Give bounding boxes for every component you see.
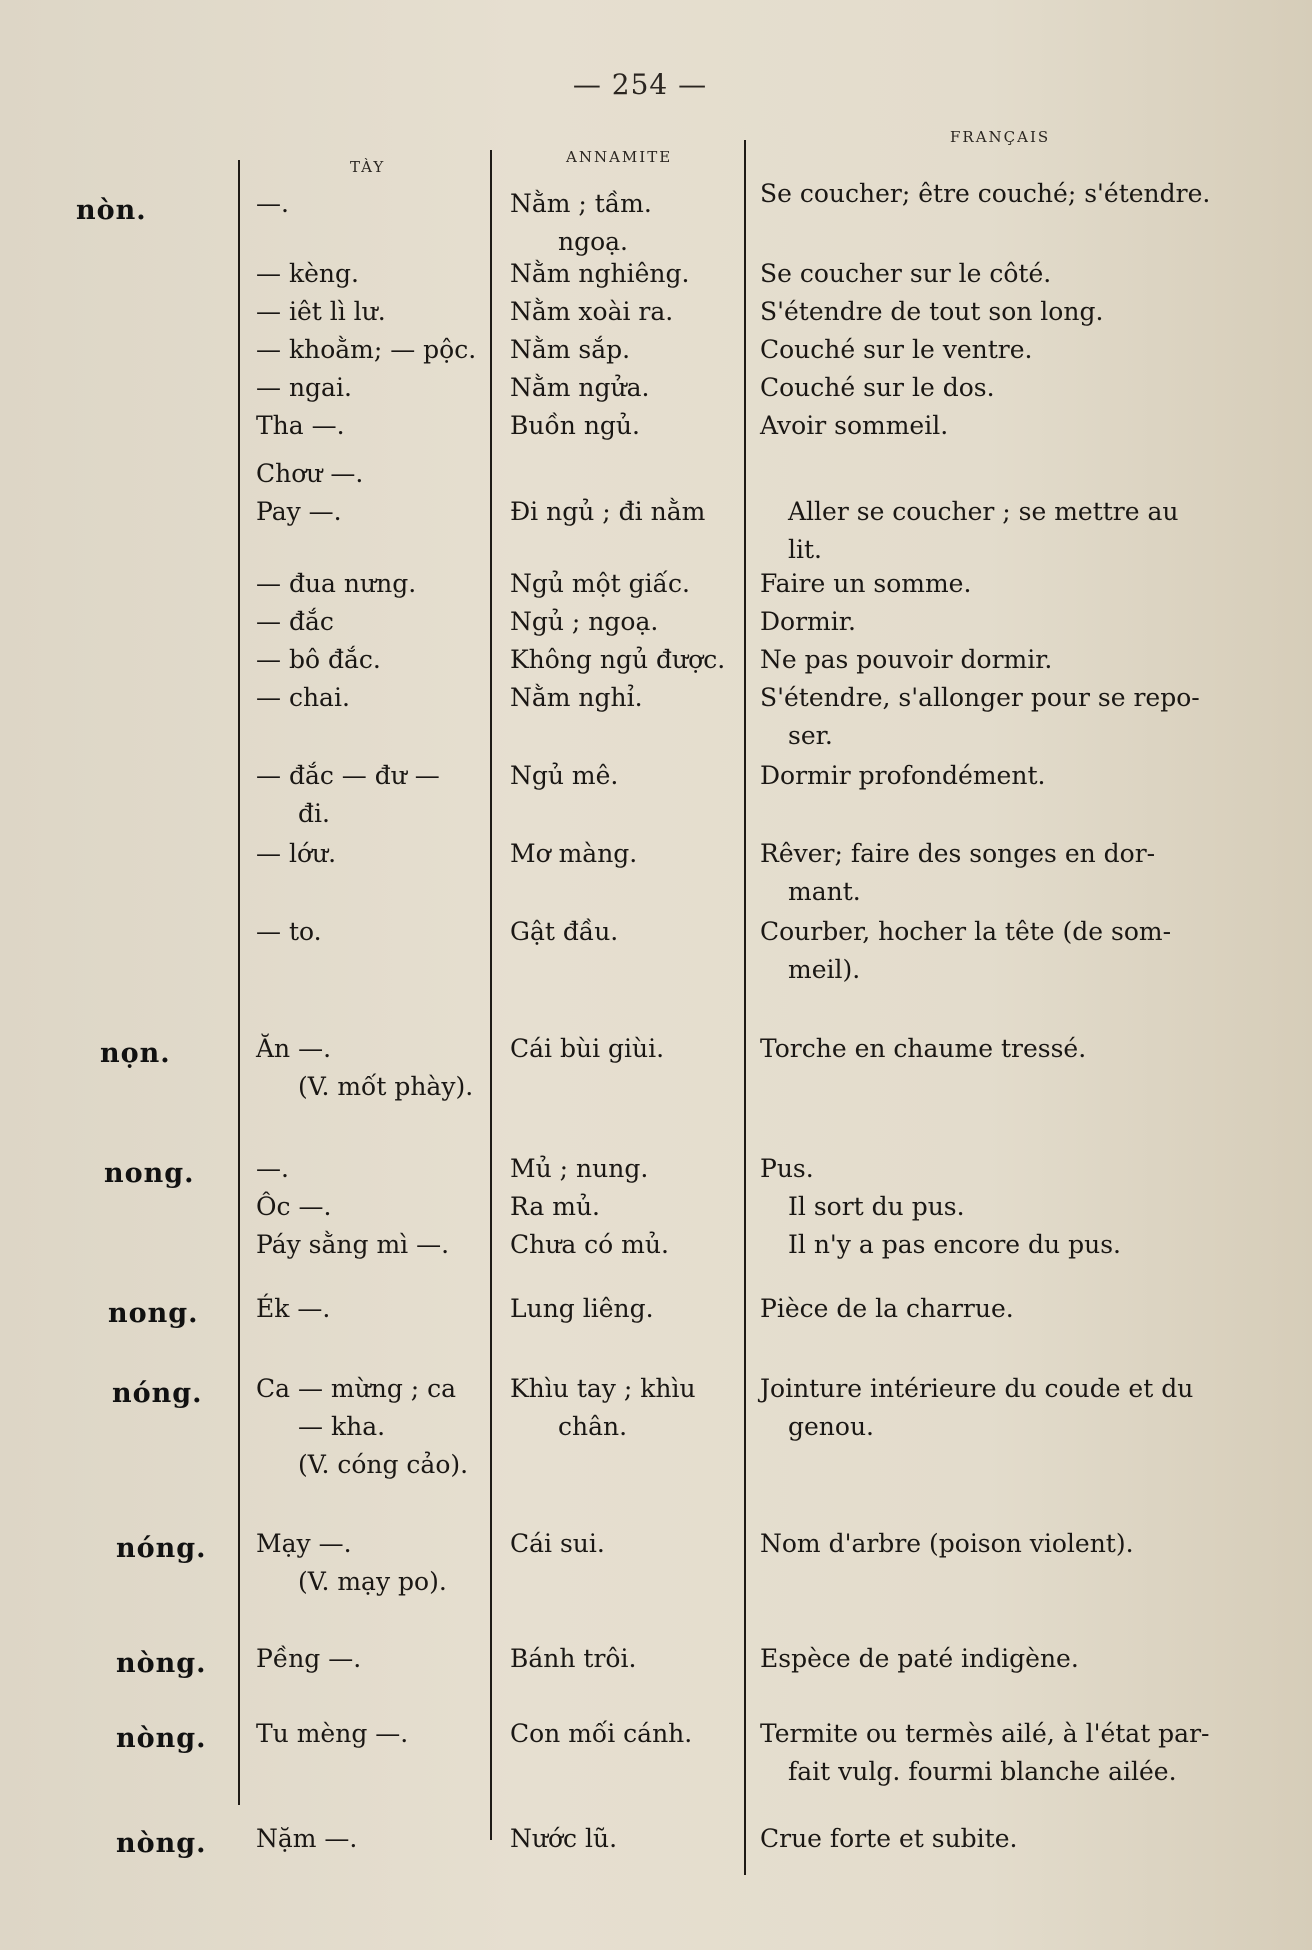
annamite-text xyxy=(510,835,637,873)
francais-text xyxy=(760,913,1260,989)
column-header-francais: FRANÇAIS xyxy=(950,128,1051,146)
francais-text-line: Rêver; faire des songes en dor- xyxy=(760,839,1156,868)
annamite-text-line: Đi ngủ ; đi nằm xyxy=(510,497,706,526)
tay-text-line: Ăn —. xyxy=(256,1034,332,1063)
annamite-text-line: Nằm ; tầm. xyxy=(510,189,652,218)
annamite-text-line: Khìu tay ; khìu xyxy=(510,1374,696,1403)
francais-text-line: Crue forte et subite. xyxy=(760,1824,1018,1853)
tay-text-line: (V. cóng cảo). xyxy=(298,1450,469,1479)
column-rule-right xyxy=(744,140,746,1875)
annamite-text-line: chân. xyxy=(558,1412,628,1441)
annamite-text-line: Cái sui. xyxy=(510,1529,605,1558)
tay-text-line: Mạy —. xyxy=(256,1529,352,1558)
tay-text xyxy=(256,185,289,223)
annamite-text xyxy=(510,369,650,407)
francais-text xyxy=(760,679,1260,755)
annamite-text xyxy=(510,603,658,641)
annamite-text xyxy=(510,679,643,717)
tay-text-line: — to. xyxy=(256,917,322,946)
tay-text xyxy=(256,835,336,873)
francais-text-line: Courber, hocher la tête (de som- xyxy=(760,917,1172,946)
tay-text-line: Tu mèng —. xyxy=(256,1719,409,1748)
annamite-text xyxy=(510,455,705,531)
francais-text-line: Couché sur le ventre. xyxy=(760,335,1033,364)
francais-text-line xyxy=(760,455,1260,493)
tay-text-line: (V. mốt phày). xyxy=(298,1072,474,1101)
francais-text-line: Se coucher sur le côté. xyxy=(760,259,1052,288)
francais-text-line: Se coucher; être couché; s'étendre. xyxy=(760,179,1211,208)
francais-text-line: ser. xyxy=(788,721,833,750)
annamite-text-line: Nước lũ. xyxy=(510,1824,618,1853)
tay-text-line: Ôc —. xyxy=(256,1192,332,1221)
francais-text-line: lit. xyxy=(788,535,822,564)
francais-text-line: Il sort du pus. xyxy=(788,1192,965,1221)
annamite-text xyxy=(510,1525,605,1563)
tay-text xyxy=(256,407,345,445)
tay-text-line: Tha —. xyxy=(256,411,345,440)
tay-text-line: — lớư. xyxy=(256,839,337,868)
francais-text xyxy=(760,407,1260,445)
annamite-text xyxy=(510,1150,669,1264)
annamite-text xyxy=(510,1715,692,1753)
annamite-text xyxy=(510,407,640,445)
annamite-text-line: Lung liêng. xyxy=(510,1294,654,1323)
tay-text-line: — chai. xyxy=(256,683,350,712)
tay-text-line: — đắc — đư — xyxy=(256,761,440,790)
annamite-text-line: Nằm ngửa. xyxy=(510,373,650,402)
annamite-text xyxy=(510,185,652,261)
annamite-text xyxy=(510,293,673,331)
annamite-text-line: Cái bùi giùi. xyxy=(510,1034,665,1063)
annamite-text-line: Bánh trôi. xyxy=(510,1644,637,1673)
tay-text xyxy=(256,679,350,717)
francais-text-line: Avoir sommeil. xyxy=(760,411,949,440)
francais-text-line: Il n'y a pas encore du pus. xyxy=(788,1230,1121,1259)
annamite-text-line: Nằm sắp. xyxy=(510,335,631,364)
annamite-text xyxy=(510,1030,664,1068)
francais-text xyxy=(760,331,1260,369)
francais-text xyxy=(760,1715,1260,1791)
francais-text xyxy=(760,455,1260,569)
francais-text-line: Ne pas pouvoir dormir. xyxy=(760,645,1053,674)
tay-text xyxy=(256,757,440,833)
tay-text xyxy=(256,1715,408,1753)
tay-text xyxy=(256,1030,473,1106)
tay-text-line: — đắc xyxy=(256,607,334,636)
annamite-text-line: Ngủ ; ngoạ. xyxy=(510,607,659,636)
entry-headword: nóng. xyxy=(116,1533,207,1564)
tay-text-line: Ca — mừng ; ca xyxy=(256,1374,457,1403)
tay-text xyxy=(256,1150,449,1264)
annamite-text xyxy=(510,1290,654,1328)
tay-text-line: — khoằm; — pộc. xyxy=(256,335,477,364)
annamite-text xyxy=(510,331,630,369)
tay-text-line: —. xyxy=(256,189,289,218)
francais-text-line: S'étendre, s'allonger pour se repo- xyxy=(760,683,1200,712)
francais-text xyxy=(760,1820,1260,1858)
francais-text xyxy=(760,255,1260,293)
entry-headword: nòng. xyxy=(116,1648,207,1679)
francais-text-line: Dormir. xyxy=(760,607,856,636)
annamite-text xyxy=(510,1640,636,1678)
annamite-text xyxy=(510,255,689,293)
francais-text-line: Espèce de paté indigène. xyxy=(760,1644,1079,1673)
tay-text-line: — iêt lì lư. xyxy=(256,297,386,326)
francais-text xyxy=(760,175,1260,213)
tay-text xyxy=(256,293,386,331)
francais-text xyxy=(760,1290,1260,1328)
francais-text xyxy=(760,369,1260,407)
tay-text xyxy=(256,331,476,369)
tay-text-line: —. xyxy=(256,1154,289,1183)
francais-text xyxy=(760,1030,1260,1068)
tay-text xyxy=(256,455,363,531)
francais-text-line: Nom d'arbre (poison violent). xyxy=(760,1529,1134,1558)
francais-text-line: Couché sur le dos. xyxy=(760,373,995,402)
francais-text xyxy=(760,1525,1260,1563)
entry-headword: nọn. xyxy=(100,1038,171,1069)
annamite-text-line xyxy=(510,455,705,493)
francais-text xyxy=(760,603,1260,641)
tay-text xyxy=(256,1525,447,1601)
tay-text xyxy=(256,1640,361,1678)
francais-text xyxy=(760,757,1260,795)
column-rule-middle xyxy=(490,150,492,1840)
annamite-text-line: Ngủ mê. xyxy=(510,761,619,790)
francais-text xyxy=(760,1150,1260,1264)
francais-text-line: S'étendre de tout son long. xyxy=(760,297,1104,326)
tay-text-line: đi. xyxy=(298,799,330,828)
tay-text-line: (V. mạy po). xyxy=(298,1567,447,1596)
francais-text xyxy=(760,641,1260,679)
tay-text-line: — kèng. xyxy=(256,259,359,288)
francais-text-line: Aller se coucher ; se mettre au xyxy=(788,497,1179,526)
tay-text-line: — bô đắc. xyxy=(256,645,381,674)
column-header-tay: TÀY xyxy=(350,158,386,176)
annamite-text-line: Mủ ; nung. xyxy=(510,1154,649,1183)
francais-text-line: genou. xyxy=(788,1412,874,1441)
annamite-text-line: Gật đầu. xyxy=(510,917,619,946)
francais-text-line: Dormir profondément. xyxy=(760,761,1046,790)
francais-text-line: mant. xyxy=(788,877,861,906)
tay-text-line: Nặm —. xyxy=(256,1824,358,1853)
annamite-text-line: Chưa có mủ. xyxy=(510,1230,669,1259)
annamite-text xyxy=(510,1370,696,1446)
tay-text-line: Páy sằng mì —. xyxy=(256,1230,450,1259)
francais-text-line: Jointure intérieure du coude et du xyxy=(760,1374,1194,1403)
annamite-text-line: Buồn ngủ. xyxy=(510,411,640,440)
francais-text xyxy=(760,1370,1260,1446)
annamite-text xyxy=(510,913,618,951)
tay-text-line: Pềng —. xyxy=(256,1644,362,1673)
francais-text-line: Pièce de la charrue. xyxy=(760,1294,1014,1323)
entry-headword: nòng. xyxy=(116,1723,207,1754)
francais-text-line: Termite ou termès ailé, à l'état par- xyxy=(760,1719,1210,1748)
tay-text-line: Pay —. xyxy=(256,497,342,526)
entry-headword: nòn. xyxy=(76,195,147,226)
annamite-text-line: Nằm nghiêng. xyxy=(510,259,690,288)
annamite-text-line: Ra mủ. xyxy=(510,1192,601,1221)
tay-text xyxy=(256,1290,330,1328)
tay-text xyxy=(256,565,416,603)
annamite-text xyxy=(510,641,725,679)
tay-text-line: — đua nưng. xyxy=(256,569,417,598)
francais-text xyxy=(760,835,1260,911)
tay-text xyxy=(256,1370,468,1484)
tay-text xyxy=(256,603,334,641)
entry-headword: nóng. xyxy=(112,1378,203,1409)
entry-headword: nong. xyxy=(108,1298,199,1329)
annamite-text-line: ngoạ. xyxy=(558,227,629,256)
francais-text-line: Torche en chaume tressé. xyxy=(760,1034,1087,1063)
tay-text-line: Chơư —. xyxy=(256,459,364,488)
page-number: — 254 — xyxy=(572,68,708,101)
column-rule-left xyxy=(238,160,240,1805)
francais-text xyxy=(760,293,1260,331)
annamite-text-line: Ngủ một giấc. xyxy=(510,569,690,598)
francais-text-line: Faire un somme. xyxy=(760,569,972,598)
entry-headword: nong. xyxy=(104,1158,195,1189)
annamite-text-line: Con mối cánh. xyxy=(510,1719,693,1748)
francais-text-line: Pus. xyxy=(760,1154,814,1183)
tay-text-line: — kha. xyxy=(298,1412,386,1441)
francais-text-line: meil). xyxy=(788,955,861,984)
tay-text xyxy=(256,913,322,951)
tay-text xyxy=(256,1820,357,1858)
tay-text-line: Ék —. xyxy=(256,1294,331,1323)
annamite-text-line: Mơ màng. xyxy=(510,839,638,868)
francais-text-line: fait vulg. fourmi blanche ailée. xyxy=(788,1757,1177,1786)
annamite-text xyxy=(510,565,690,603)
tay-text-line: — ngai. xyxy=(256,373,352,402)
column-header-annamite: ANNAMITE xyxy=(566,148,673,166)
entry-headword: nòng. xyxy=(116,1828,207,1859)
annamite-text-line: Nằm xoài ra. xyxy=(510,297,674,326)
francais-text xyxy=(760,1640,1260,1678)
tay-text xyxy=(256,255,359,293)
tay-text xyxy=(256,641,381,679)
tay-text xyxy=(256,369,352,407)
annamite-text-line: Không ngủ được. xyxy=(510,645,726,674)
annamite-text xyxy=(510,1820,617,1858)
annamite-text-line: Nằm nghỉ. xyxy=(510,683,643,712)
francais-text xyxy=(760,565,1260,603)
annamite-text xyxy=(510,757,618,795)
